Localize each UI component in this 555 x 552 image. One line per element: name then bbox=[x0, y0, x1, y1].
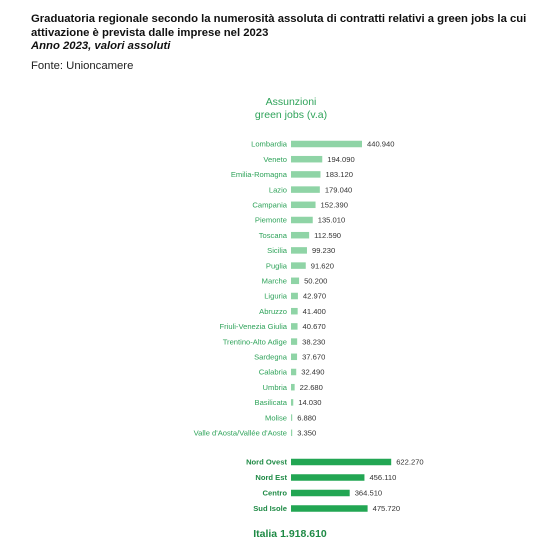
region-label: Friuli-Venezia Giulia bbox=[219, 322, 287, 332]
region-value-label: 183.120 bbox=[325, 170, 353, 180]
region-value-label: 440.940 bbox=[367, 139, 395, 149]
macro-area-bar bbox=[291, 474, 364, 481]
region-bar bbox=[291, 384, 295, 391]
region-bar bbox=[291, 156, 322, 163]
region-value-label: 14.030 bbox=[298, 398, 322, 408]
region-label: Campania bbox=[252, 200, 287, 210]
region-bar bbox=[291, 338, 297, 345]
region-label: Toscana bbox=[258, 230, 287, 240]
region-bar bbox=[291, 202, 316, 209]
region-bar bbox=[291, 293, 298, 300]
region-value-label: 152.390 bbox=[320, 200, 348, 210]
region-bar bbox=[291, 232, 309, 239]
region-label: Sardegna bbox=[254, 352, 287, 362]
region-bar bbox=[291, 141, 362, 148]
region-label: Valle d'Aosta/Vallée d'Aoste bbox=[193, 428, 287, 438]
region-bar bbox=[291, 323, 298, 330]
region-label: Lazio bbox=[268, 185, 287, 195]
region-value-label: 179.040 bbox=[324, 185, 353, 195]
region-value-label: 194.090 bbox=[327, 154, 355, 164]
macro-area-value-label: 364.510 bbox=[354, 488, 383, 498]
macro-area-value-label: 456.110 bbox=[369, 473, 397, 483]
region-value-label: 37.670 bbox=[302, 352, 326, 362]
region-bar bbox=[291, 171, 320, 178]
macro-area-bar bbox=[291, 505, 368, 512]
region-value-label: 3.350 bbox=[297, 428, 317, 438]
macro-area-label: Centro bbox=[262, 488, 287, 498]
region-value-label: 41.400 bbox=[302, 306, 326, 316]
region-value-label: 6.880 bbox=[297, 413, 317, 423]
region-label: Basilicata bbox=[254, 398, 287, 408]
macro-area-bar bbox=[291, 490, 350, 497]
region-label: Emilia-Romagna bbox=[230, 170, 287, 180]
region-value-label: 91.620 bbox=[310, 261, 334, 271]
figure-source: Fonte: Unioncamere bbox=[31, 59, 134, 72]
macro-area-bars bbox=[246, 458, 424, 514]
region-label: Abruzzo bbox=[259, 306, 287, 316]
macro-area-label: Sud Isole bbox=[253, 504, 287, 514]
macro-area-value-label: 622.270 bbox=[396, 457, 424, 467]
region-label: Sicilia bbox=[267, 246, 287, 256]
figure-subtitle: Anno 2023, valori assoluti bbox=[31, 40, 171, 52]
region-bar bbox=[291, 308, 298, 315]
region-value-label: 99.230 bbox=[311, 246, 336, 256]
figure-title: Graduatoria regionale secondo la numerosità assoluta di contratti relativi a green jobs la cui attivazione è prevista dalle imprese nel 2023 bbox=[31, 13, 527, 39]
region-label: Umbria bbox=[262, 382, 287, 392]
region-label: Liguria bbox=[264, 291, 287, 301]
macro-area-label: Nord Ovest bbox=[246, 457, 287, 467]
region-label: Puglia bbox=[265, 261, 287, 271]
macro-area-label: Nord Est bbox=[255, 473, 287, 483]
region-bar bbox=[291, 278, 299, 285]
region-bar bbox=[291, 262, 306, 269]
region-bar bbox=[291, 430, 292, 437]
chart-title-line-2: green jobs (v.a) bbox=[254, 109, 328, 121]
region-bar bbox=[291, 414, 292, 421]
region-value-label: 135.010 bbox=[317, 215, 346, 225]
italy-total: Italia 1.918.610 bbox=[253, 528, 327, 540]
region-value-label: 38.230 bbox=[302, 337, 326, 347]
region-value-label: 40.670 bbox=[302, 322, 326, 332]
region-bar bbox=[291, 354, 297, 361]
region-value-label: 22.680 bbox=[299, 382, 323, 392]
region-label: Marche bbox=[261, 276, 287, 286]
region-bar bbox=[291, 217, 313, 224]
region-bar bbox=[291, 186, 320, 193]
region-label: Piemonte bbox=[254, 215, 287, 225]
region-bar bbox=[291, 369, 296, 376]
region-label: Veneto bbox=[263, 154, 287, 164]
chart-title-line-1: Assunzioni bbox=[265, 96, 317, 108]
region-label: Molise bbox=[265, 413, 287, 423]
region-bars bbox=[194, 140, 395, 438]
region-label: Calabria bbox=[258, 367, 287, 377]
region-value-label: 42.970 bbox=[302, 291, 327, 301]
macro-area-value-label: 475.720 bbox=[372, 504, 401, 514]
region-bar bbox=[291, 247, 307, 254]
region-bar bbox=[291, 399, 293, 406]
region-label: Trentino-Alto Adige bbox=[222, 337, 287, 347]
region-value-label: 32.490 bbox=[301, 367, 325, 377]
macro-area-bar bbox=[291, 459, 391, 466]
region-value-label: 112.590 bbox=[314, 230, 342, 240]
region-label: Lombardia bbox=[251, 139, 287, 149]
region-value-label: 50.200 bbox=[304, 276, 328, 286]
